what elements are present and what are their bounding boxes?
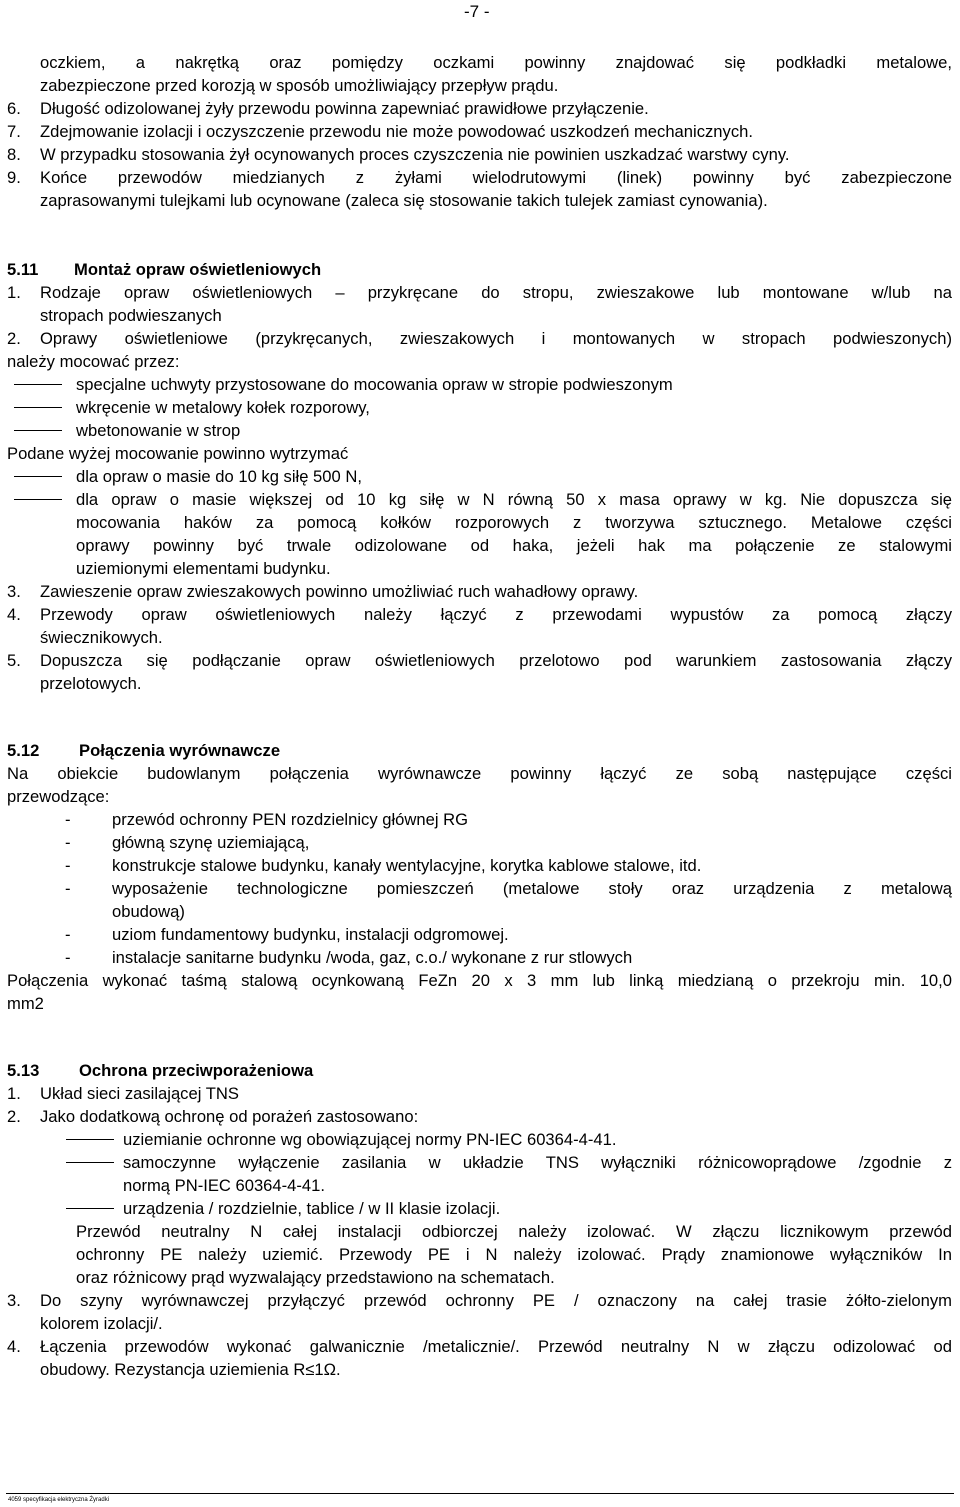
paragraph: Na obiekcie budowlanym połączenia wyrównawcze powinny łączyć ze sobą następujące części — [7, 764, 952, 783]
list-item-text: W przypadku stosowania żył ocynowanych proces czyszczenia nie powinien uszkadzać warstwy cyny. — [40, 145, 790, 164]
list-item-text: Do szyny wyrównawczej przyłączyć przewód ochronny PE / oznaczony na całej trasie żółto-zielonym — [40, 1291, 952, 1310]
list-item-continuation: zaprasowanymi tulejkami lub ocynowane (zaleca się stosowanie takich tulejek zamiast cynowania). — [40, 191, 768, 210]
section-title: Ochrona przeciwporażeniowa — [79, 1061, 314, 1080]
list-item-text: Dopuszcza się podłączanie opraw oświetleniowych przelotowo pod warunkiem zastosowania złączy — [40, 651, 952, 670]
hyphen-marker: - — [65, 879, 71, 898]
list-item-continuation: kolorem izolacji/. — [40, 1314, 163, 1333]
list-item-text: Układ sieci zasilającej TNS — [40, 1084, 239, 1103]
list-item-text: Długość odizolowanej żyły przewodu powinna zapewniać prawidłowe przyłączenie. — [40, 99, 649, 118]
load-requirement: dla opraw o masie większej od 10 kg siłę w N równą 50 x masa oprawy w kg. Nie dopuszcza się — [76, 490, 952, 509]
paragraph: ochronny PE należy uziemić. Przewody PE i N należy izolować. Prądy znamionowe wyłączników In — [76, 1245, 952, 1264]
em-dash-marker — [14, 476, 62, 477]
bullet-item: uziom fundamentowy budynku, instalacji odgromowej. — [112, 925, 509, 944]
list-item-text: Rodzaje opraw oświetleniowych – przykręcane do stropu, zwieszakowe lub montowane w/lub na — [40, 283, 952, 302]
section-heading-5-13 — [7, 1059, 952, 1082]
list-item-text: Końce przewodów miedzianych z żyłami wielodrutowymi (linek) powinny być zabezpieczone — [40, 168, 952, 187]
mount-option: wkręcenie w metalowy kołek rozporowy, — [76, 398, 370, 417]
list-item-number: 4. — [7, 1337, 21, 1356]
load-requirement-line: uziemionymi elementami budynku. — [76, 559, 331, 578]
list-item-number: 5. — [7, 651, 21, 670]
paragraph-continuation: przewodzące: — [7, 787, 110, 806]
paragraph: Połączenia wykonać taśmą stalową ocynkowaną FeZn 20 x 3 mm lub linką miedzianą o przekroju min. 10,0 — [7, 971, 952, 990]
em-dash-marker — [66, 1208, 114, 1209]
bullet-item: przewód ochronny PEN rozdzielnicy głównej RG — [112, 810, 469, 829]
em-dash-marker — [14, 499, 62, 500]
list-item-text: Zdejmowanie izolacji i oczyszczenie przewodu nie może powodować uszkodzeń mechanicznych. — [40, 122, 753, 141]
footer-text: 4059 specyfikacja elektryczna Żyradki — [8, 1497, 110, 1503]
section-number: 5.11 — [7, 260, 39, 279]
em-dash-marker — [14, 384, 62, 385]
intro-line-1: oczkiem, a nakrętką oraz pomiędzy oczkami powinny znajdować się podkładki metalowe, — [40, 53, 952, 72]
em-dash-marker — [66, 1139, 114, 1140]
list-item-continuation: należy mocować przez: — [7, 352, 180, 371]
section-heading-5-11 — [7, 258, 952, 281]
paragraph: Przewód neutralny N całej instalacji odbiorczej należy izolować. W złączu licznikowym przewód — [76, 1222, 952, 1241]
page-number: -7 - — [464, 2, 490, 21]
load-requirement-line: oprawy powinny być trwale odizolowane od haka, jeżeli hak ma połączenie ze stalowymi — [76, 536, 952, 555]
list-item-number: 6. — [7, 99, 21, 118]
protection-measure: samoczynne wyłączenie zasilania w układzie TNS wyłączniki różnicowoprądowe /zgodnie z — [123, 1153, 952, 1172]
section-number: 5.13 — [7, 1061, 40, 1080]
bullet-item: konstrukcje stalowe budynku, kanały wentylacyjne, korytka kablowe stalowe, itd. — [112, 856, 702, 875]
mount-option: specjalne uchwyty przystosowane do mocowania opraw w stropie podwieszonym — [76, 375, 673, 394]
list-item-number: 2. — [7, 329, 21, 348]
list-item-continuation: obudowy. Rezystancja uziemienia R≤1Ω. — [40, 1360, 341, 1379]
list-item-number: 3. — [7, 1291, 21, 1310]
section-title: Montaż opraw oświetleniowych — [74, 260, 322, 279]
paragraph: oraz różnicowy prąd wyzwalający przedstawiono na schematach. — [76, 1268, 555, 1287]
list-item-text: Przewody opraw oświetleniowych należy łączyć z przewodami wypustów za pomocą złączy — [40, 605, 952, 624]
list-item-text: Łączenia przewodów wykonać galwanicznie /metalicznie/. Przewód neutralny N w złączu odizolować od — [40, 1337, 952, 1356]
hyphen-marker: - — [65, 948, 71, 967]
bullet-item: wyposażenie technologiczne pomieszczeń (metalowe stoły oraz urządzenia z metalową — [112, 879, 952, 898]
intro-line-2: zabezpieczone przed korozją w sposób umożliwiający przepływ prądu. — [40, 76, 559, 95]
list-item-continuation: przelotowych. — [40, 674, 142, 693]
paragraph: Podane wyżej mocowanie powinno wytrzymać — [7, 444, 349, 463]
section-title: Połączenia wyrównawcze — [79, 741, 281, 760]
load-requirement: dla opraw o masie do 10 kg siłę 500 N, — [76, 467, 362, 486]
bullet-item: instalacje sanitarne budynku /woda, gaz, c.o./ wykonane z rur stlowych — [112, 948, 633, 967]
mount-option: wbetonowanie w strop — [76, 421, 241, 440]
list-item-number: 7. — [7, 122, 21, 141]
list-item-number: 8. — [7, 145, 21, 164]
em-dash-marker — [14, 430, 62, 431]
em-dash-marker — [14, 407, 62, 408]
em-dash-marker — [66, 1162, 114, 1163]
list-item-text: Jako dodatkową ochronę od porażeń zastosowano: — [40, 1107, 419, 1126]
hyphen-marker: - — [65, 856, 71, 875]
load-requirement-line: mocowania haków za pomocą kołków rozporowych z tworzywa sztucznego. Metalowe części — [76, 513, 952, 532]
list-item-number: 9. — [7, 168, 21, 187]
protection-measure: urządzenia / rozdzielnie, tablice / w II klasie izolacji. — [123, 1199, 501, 1218]
bullet-item: główną szynę uziemiającą, — [112, 833, 310, 852]
list-item-number: 1. — [7, 1084, 21, 1103]
list-item-continuation: stropach podwieszanych — [40, 306, 222, 325]
list-item-number: 2. — [7, 1107, 21, 1126]
hyphen-marker: - — [65, 925, 71, 944]
section-number: 5.12 — [7, 741, 40, 760]
list-item-number: 1. — [7, 283, 21, 302]
list-item-number: 3. — [7, 582, 21, 601]
bullet-item-continuation: obudową) — [112, 902, 185, 921]
hyphen-marker: - — [65, 810, 71, 829]
protection-measure-continuation: normą PN-IEC 60364-4-41. — [123, 1176, 325, 1195]
protection-measure: uziemianie ochronne wg obowiązującej normy PN-IEC 60364-4-41. — [123, 1130, 617, 1149]
hyphen-marker: - — [65, 833, 71, 852]
section-heading-5-12 — [7, 739, 952, 762]
footer-divider — [6, 1493, 954, 1494]
paragraph-continuation: mm2 — [7, 994, 44, 1013]
list-item-text: Zawieszenie opraw zwieszakowych powinno umożliwiać ruch wahadłowy oprawy. — [40, 582, 639, 601]
list-item-continuation: świecznikowych. — [40, 628, 163, 647]
list-item-text: Oprawy oświetleniowe (przykręcanych, zwieszakowych i montowanych w stropach podwieszonych) — [40, 329, 952, 348]
list-item-number: 4. — [7, 605, 21, 624]
